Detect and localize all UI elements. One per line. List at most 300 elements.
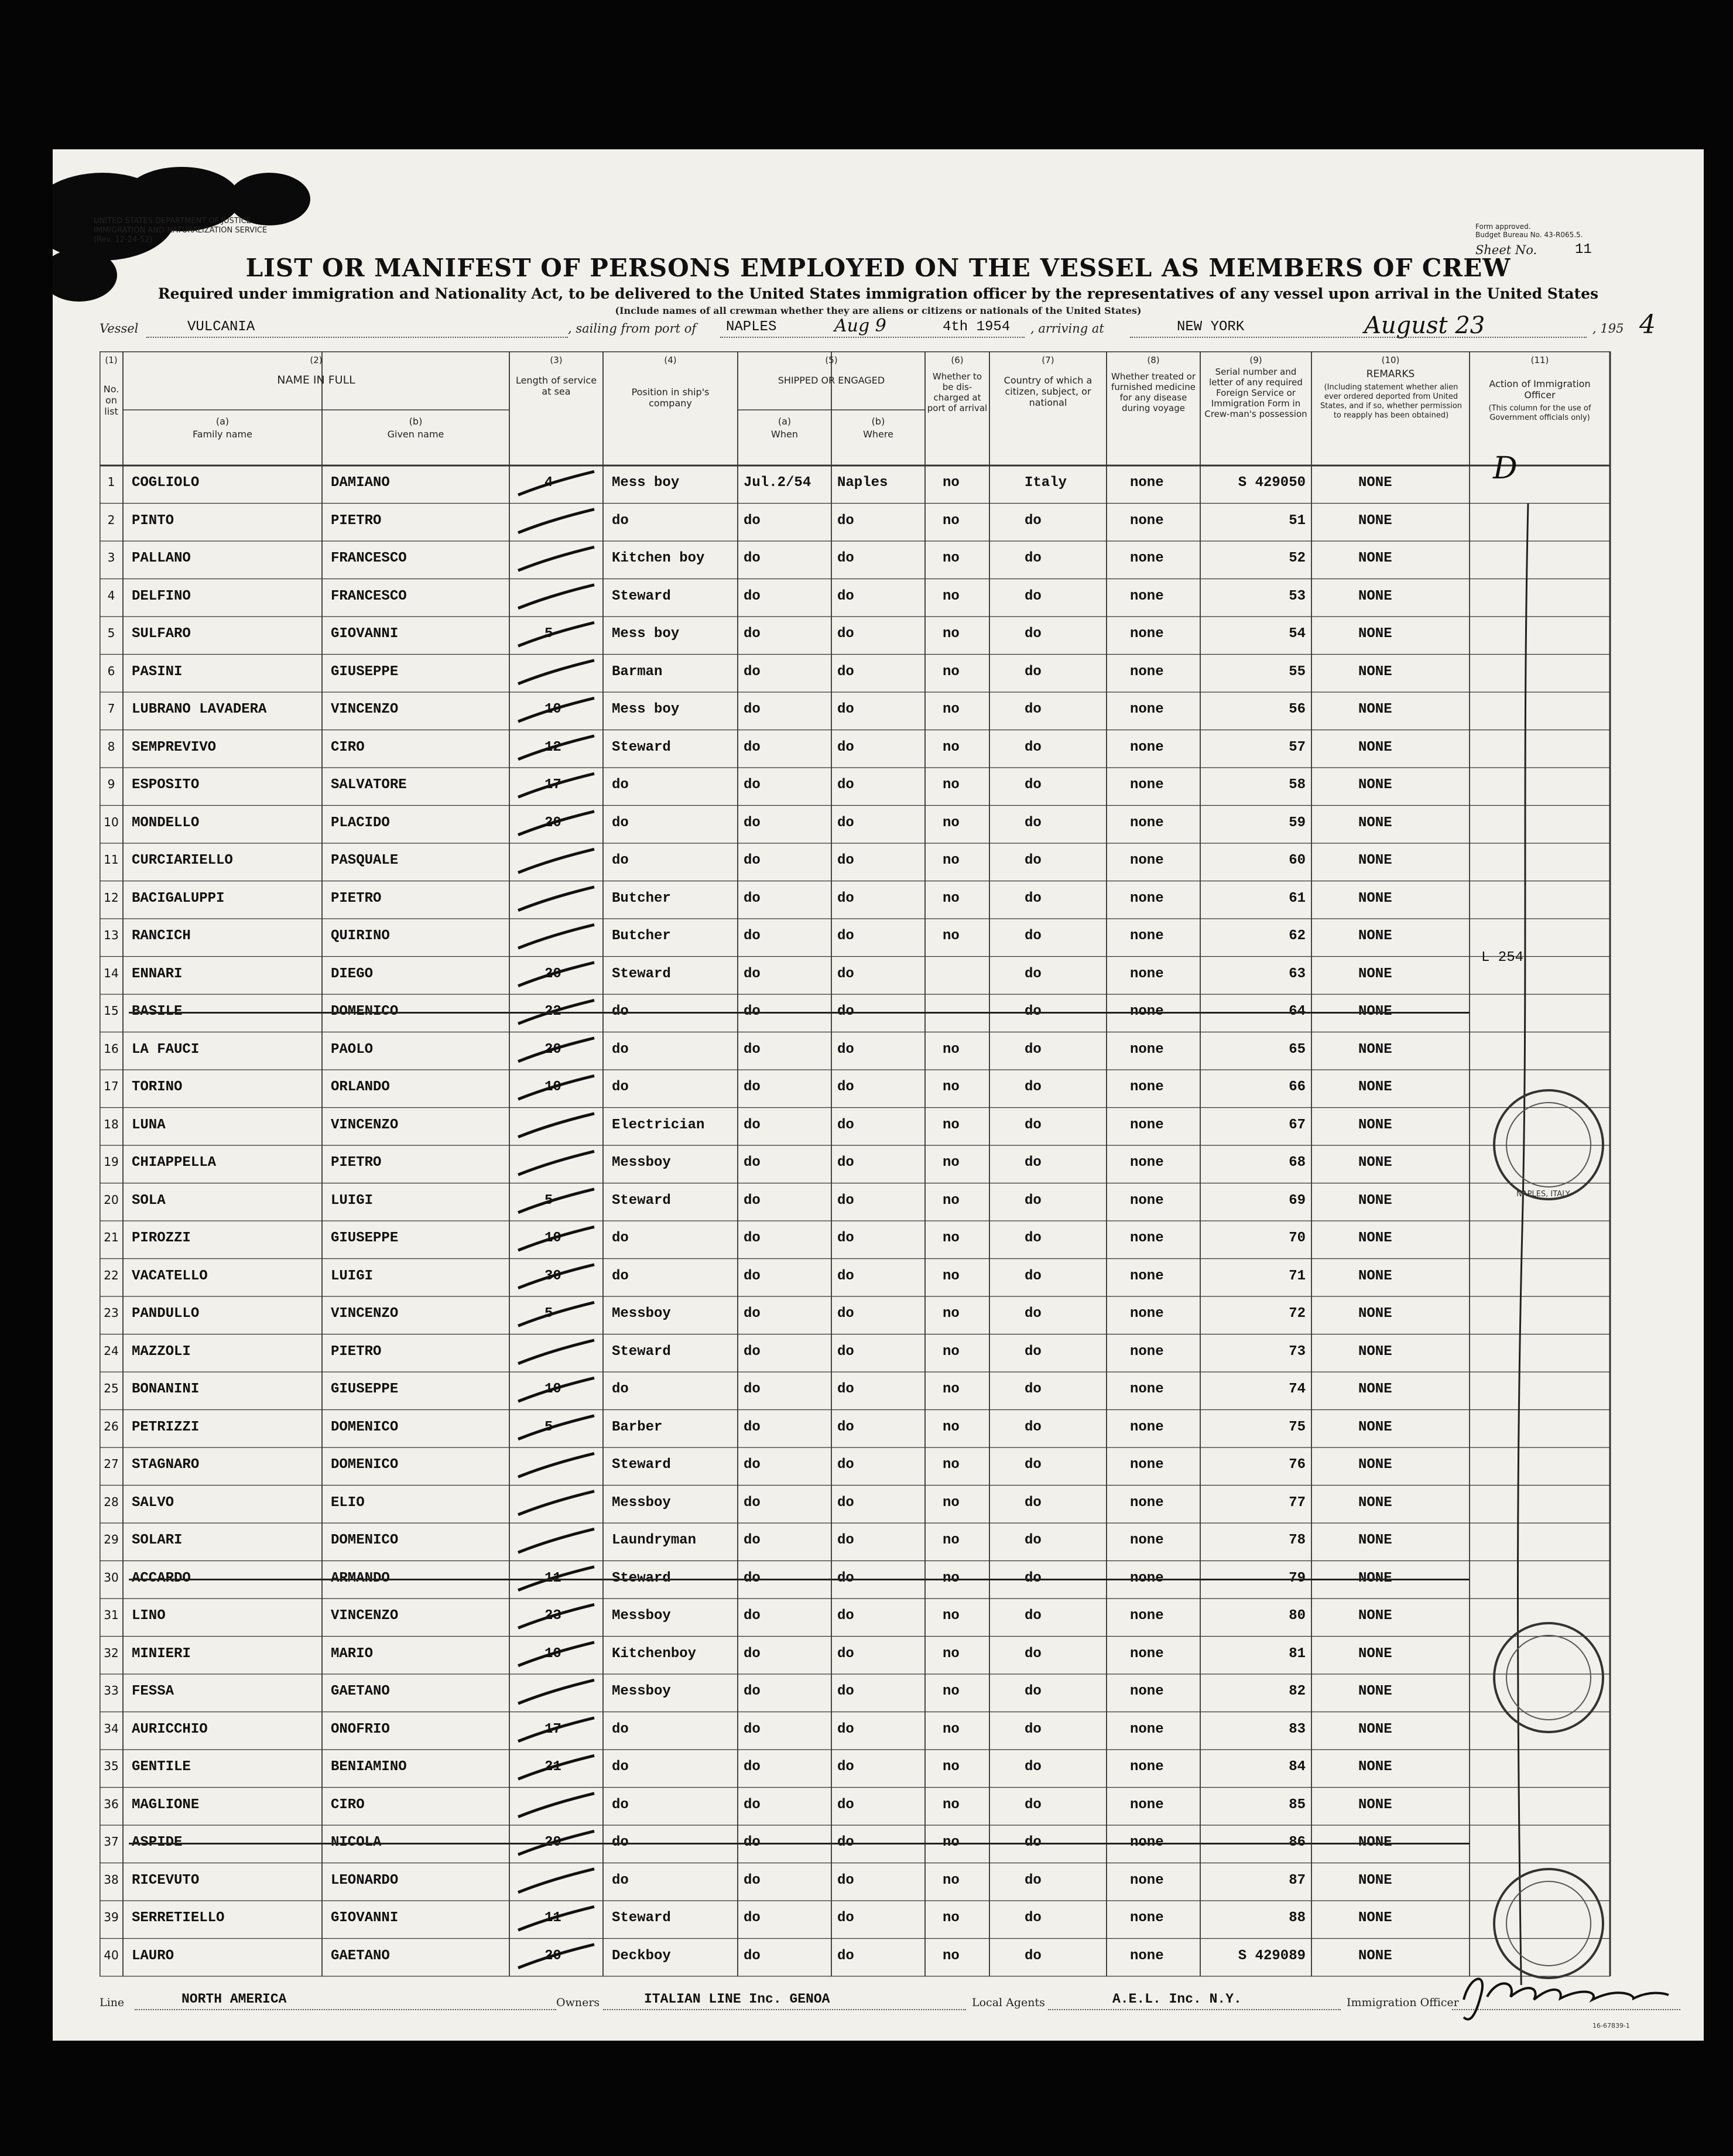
officer-signature	[1446, 1965, 1680, 2029]
discharged: no	[943, 1268, 960, 1284]
row-number: 24	[104, 1343, 119, 1358]
family-name: MAZZOLI	[132, 1343, 191, 1360]
shipped-when: do	[744, 701, 761, 717]
row-number: 25	[104, 1381, 119, 1395]
treated: none	[1130, 1570, 1164, 1586]
country: do	[1025, 1570, 1042, 1586]
family-name: RICEVUTO	[132, 1872, 200, 1888]
treated: none	[1130, 1419, 1164, 1435]
position: do	[612, 1079, 629, 1095]
discharged: no	[943, 739, 960, 755]
shipped-when: Jul.2/54	[744, 475, 811, 491]
row-number: 13	[104, 928, 119, 942]
officer-label: Immigration Officer	[1347, 1996, 1459, 2009]
position: do	[612, 815, 629, 831]
treated: none	[1130, 1796, 1164, 1813]
position: do	[612, 777, 629, 793]
family-name: MAGLIONE	[132, 1796, 200, 1813]
treated: none	[1130, 1494, 1164, 1511]
remarks: NONE	[1358, 588, 1392, 604]
row-number: 38	[104, 1872, 119, 1887]
given-name: ORLANDO	[331, 1079, 390, 1095]
given-name: GIOVANNI	[331, 626, 399, 642]
shipped-when: do	[744, 1343, 761, 1360]
remarks: NONE	[1358, 1041, 1392, 1058]
shipped-when: do	[744, 1721, 761, 1737]
row-number: 19	[104, 1155, 119, 1169]
consular-stamp	[1493, 1622, 1604, 1733]
discharged: no	[943, 853, 960, 868]
shipped-when: do	[744, 1419, 761, 1435]
row-number: 28	[104, 1494, 119, 1509]
treated: none	[1130, 512, 1164, 529]
col9-header: Serial number and letter of any required Foreign Service or Immigration Form in Crew-man's possession	[1204, 367, 1307, 419]
shipped-where: do	[837, 1796, 854, 1813]
shipped-when: do	[744, 1004, 761, 1019]
col2a-num: (a)	[215, 416, 230, 427]
treated: none	[1130, 777, 1164, 793]
row-number: 18	[104, 1117, 119, 1131]
serial-number: 74	[1289, 1381, 1306, 1397]
given-name: VINCENZO	[331, 701, 399, 717]
service-years: 5	[544, 626, 553, 642]
position: Mess boy	[612, 701, 680, 717]
family-name: LA FAUCI	[132, 1041, 200, 1058]
treated: none	[1130, 1192, 1164, 1209]
given-name: NICOLA	[331, 1835, 382, 1850]
position: do	[612, 1381, 629, 1397]
family-name: DELFINO	[132, 588, 191, 604]
serial-number: 69	[1289, 1192, 1306, 1209]
manifest-sheet	[53, 149, 1704, 2041]
strike-through-line	[129, 1579, 1470, 1580]
remarks: NONE	[1358, 739, 1392, 755]
family-name: ACCARDO	[132, 1570, 191, 1586]
shipped-where: do	[837, 1759, 854, 1775]
given-name: QUIRINO	[331, 928, 390, 944]
country: do	[1025, 777, 1042, 793]
family-name: ENNARI	[132, 966, 183, 982]
family-name: FESSA	[132, 1683, 174, 1699]
treated: none	[1130, 1117, 1164, 1133]
given-name: ARMANDO	[331, 1570, 390, 1586]
treated: none	[1130, 626, 1164, 642]
col5b-num: (b)	[871, 416, 885, 427]
country: do	[1025, 853, 1042, 868]
given-name: GIUSEPPE	[331, 1230, 399, 1246]
position: do	[612, 512, 629, 529]
remarks: NONE	[1358, 1457, 1392, 1473]
serial-number: S 429089	[1238, 1948, 1306, 1964]
col4-header: Position in ship's company	[631, 386, 710, 409]
serial-number: S 429050	[1238, 475, 1306, 491]
treated: none	[1130, 1608, 1164, 1624]
country: do	[1025, 512, 1042, 529]
serial-number: 84	[1289, 1759, 1306, 1775]
position: do	[612, 1721, 629, 1737]
remarks: NONE	[1358, 890, 1392, 906]
row-number: 40	[104, 1948, 119, 1962]
treated: none	[1130, 663, 1164, 680]
serial-number: 71	[1289, 1268, 1306, 1284]
family-name: SALVO	[132, 1494, 174, 1511]
page-title: LIST OR MANIFEST OF PERSONS EMPLOYED ON THE VESSEL AS MEMBERS OF CREW	[245, 254, 1511, 282]
treated: none	[1130, 588, 1164, 604]
discharged: no	[943, 1230, 960, 1246]
row-number: 26	[104, 1419, 119, 1433]
position: Kitchenboy	[612, 1645, 697, 1662]
discharged: no	[943, 626, 960, 642]
shipped-when: do	[744, 966, 761, 982]
agents-label: Local Agents	[972, 1996, 1045, 2009]
remarks: NONE	[1358, 1230, 1392, 1246]
shipped-where: do	[837, 1041, 854, 1058]
discharged: no	[943, 777, 960, 793]
row-number: 27	[104, 1457, 119, 1471]
position: Steward	[612, 1457, 671, 1473]
shipped-where: do	[837, 1948, 854, 1964]
country: do	[1025, 626, 1042, 642]
country: do	[1025, 1759, 1042, 1775]
serial-number: 55	[1289, 663, 1306, 680]
discharged: no	[943, 1645, 960, 1662]
row-number: 8	[107, 739, 115, 754]
remarks: NONE	[1358, 1343, 1392, 1360]
shipped-where: do	[837, 1268, 854, 1284]
serial-number: 51	[1289, 512, 1306, 529]
row-number: 12	[104, 890, 119, 905]
shipped-where: do	[837, 1343, 854, 1360]
country: do	[1025, 588, 1042, 604]
shipped-when: do	[744, 1910, 761, 1926]
shipped-where: do	[837, 777, 854, 793]
given-name: DOMENICO	[331, 1532, 399, 1548]
remarks: NONE	[1358, 928, 1392, 944]
country: do	[1025, 1608, 1042, 1624]
country: do	[1025, 739, 1042, 755]
remarks: NONE	[1358, 1948, 1392, 1964]
col11-header: Action of Immigration Officer	[1489, 378, 1591, 401]
given-name: GIUSEPPE	[331, 663, 399, 680]
country: do	[1025, 1117, 1042, 1133]
remarks: NONE	[1358, 1381, 1392, 1397]
family-name: PETRIZZI	[132, 1419, 200, 1435]
family-name: ASPIDE	[132, 1835, 183, 1850]
country: do	[1025, 890, 1042, 906]
given-name: DAMIANO	[331, 475, 390, 491]
family-name: TORINO	[132, 1079, 183, 1095]
serial-number: 60	[1289, 853, 1306, 868]
treated: none	[1130, 1683, 1164, 1699]
serial-number: 65	[1289, 1041, 1306, 1058]
col10-subheader: (Including statement whether alien ever ordered deported from United States, and if so, whether permission to reapply has been obtained)	[1320, 383, 1463, 420]
sailing-label: , sailing from port of	[568, 321, 697, 336]
service-years: 10	[544, 1230, 561, 1246]
country: Italy	[1025, 475, 1067, 491]
row-number: 7	[107, 701, 115, 716]
remarks: NONE	[1358, 663, 1392, 680]
family-name: BASILE	[132, 1004, 183, 1019]
serial-number: 59	[1289, 815, 1306, 831]
shipped-when: do	[744, 550, 761, 566]
shipped-where: do	[837, 1457, 854, 1473]
family-name: SULFARO	[132, 626, 191, 642]
col11-num: (11)	[1530, 355, 1549, 365]
col2b-header: Given name	[387, 429, 444, 440]
shipped-when: do	[744, 1494, 761, 1511]
family-name: PASINI	[132, 663, 183, 680]
given-name: DOMENICO	[331, 1457, 399, 1473]
shipped-where: do	[837, 966, 854, 982]
position: Deckboy	[612, 1948, 671, 1964]
shipped-when: do	[744, 815, 761, 831]
position: Messboy	[612, 1683, 671, 1699]
col2-header: NAME IN FULL	[277, 374, 355, 386]
form-identifier: UNITED STATES DEPARTMENT OF JUSTICE IMMIGRATION AND NATURALIZATION SERVICE (Rev. 12-24-52)	[94, 217, 268, 244]
officer-note: L 254	[1481, 950, 1524, 966]
given-name: LUIGI	[331, 1268, 374, 1284]
service-years: 20	[544, 966, 561, 982]
arriving-label: , arriving at	[1030, 321, 1104, 336]
shipped-when: do	[744, 1608, 761, 1624]
treated: none	[1130, 475, 1164, 491]
shipped-where: do	[837, 588, 854, 604]
country: do	[1025, 1494, 1042, 1511]
position: Steward	[612, 1570, 671, 1586]
country: do	[1025, 1645, 1042, 1662]
remarks: NONE	[1358, 1494, 1392, 1511]
discharged: no	[943, 1796, 960, 1813]
family-name: SERRETIELLO	[132, 1910, 225, 1926]
treated: none	[1130, 1910, 1164, 1926]
crew-note: (Include names of all crewman whether they are aliens or citizens or nationals of the United States)	[615, 305, 1142, 316]
given-name: DIEGO	[331, 966, 374, 982]
position: Electrician	[612, 1117, 705, 1133]
country: do	[1025, 1872, 1042, 1888]
service-years: 12	[544, 739, 561, 755]
arrival-port: NEW YORK	[1177, 319, 1245, 335]
family-name: LAURO	[132, 1948, 174, 1964]
discharged: no	[943, 1872, 960, 1888]
remarks: NONE	[1358, 512, 1392, 529]
strike-through-line	[129, 1012, 1470, 1014]
given-name: LUIGI	[331, 1192, 374, 1209]
family-name: SEMPREVIVO	[132, 739, 217, 755]
row-number: 16	[104, 1041, 119, 1056]
service-years: 10	[544, 701, 561, 717]
position: do	[612, 1230, 629, 1246]
given-name: GIUSEPPE	[331, 1381, 399, 1397]
serial-number: 64	[1289, 1004, 1306, 1019]
remarks: NONE	[1358, 1910, 1392, 1926]
row-number: 39	[104, 1910, 119, 1924]
family-name: LUNA	[132, 1117, 166, 1133]
remarks: NONE	[1358, 1645, 1392, 1662]
discharged: no	[943, 1079, 960, 1095]
service-years: 11	[544, 1570, 561, 1586]
remarks: NONE	[1358, 475, 1392, 491]
treated: none	[1130, 853, 1164, 868]
service-years: 4	[544, 475, 553, 491]
given-name: GAETANO	[331, 1948, 390, 1964]
country: do	[1025, 1835, 1042, 1850]
given-name: PIETRO	[331, 1343, 382, 1360]
serial-number: 88	[1289, 1910, 1306, 1926]
discharged: no	[943, 550, 960, 566]
shipped-when: do	[744, 739, 761, 755]
serial-number: 82	[1289, 1683, 1306, 1699]
discharged: no	[943, 1117, 960, 1133]
country: do	[1025, 1041, 1042, 1058]
shipped-when: do	[744, 1532, 761, 1548]
shipped-when: do	[744, 1117, 761, 1133]
serial-number: 61	[1289, 890, 1306, 906]
service-years: 20	[544, 1948, 561, 1964]
col2-num: (2)	[310, 355, 323, 365]
position: Steward	[612, 739, 671, 755]
discharged: no	[943, 1721, 960, 1737]
position: Messboy	[612, 1155, 671, 1171]
country: do	[1025, 1268, 1042, 1284]
shipped-when: do	[744, 1155, 761, 1171]
col7-num: (7)	[1042, 355, 1054, 365]
shipped-when: do	[744, 1306, 761, 1322]
family-name: GENTILE	[132, 1759, 191, 1775]
serial-number: 79	[1289, 1570, 1306, 1586]
shipped-when: do	[744, 1796, 761, 1813]
country: do	[1025, 928, 1042, 944]
country: do	[1025, 815, 1042, 831]
shipped-when: do	[744, 1683, 761, 1699]
serial-number: 80	[1289, 1608, 1306, 1624]
crew-table	[100, 351, 1680, 1985]
arrival-date-handwritten: August 23	[1364, 312, 1485, 339]
col5-num: (5)	[825, 355, 838, 365]
treated: none	[1130, 1041, 1164, 1058]
given-name: PAOLO	[331, 1041, 374, 1058]
service-years: 21	[544, 1759, 561, 1775]
serial-number: 78	[1289, 1532, 1306, 1548]
shipped-when: do	[744, 1948, 761, 1964]
vessel-label: Vessel	[100, 321, 139, 336]
position: Steward	[612, 966, 671, 982]
serial-number: 67	[1289, 1117, 1306, 1133]
shipped-where: do	[837, 739, 854, 755]
shipped-when: do	[744, 1457, 761, 1473]
col5-header: SHIPPED OR ENGAGED	[778, 375, 885, 386]
treated: none	[1130, 1645, 1164, 1662]
discharged: no	[943, 512, 960, 529]
given-name: CIRO	[331, 739, 365, 755]
discharged: no	[943, 701, 960, 717]
row-number: 3	[107, 550, 115, 564]
position: Kitchen boy	[612, 550, 705, 566]
strike-through-line	[129, 1843, 1470, 1844]
owners-name: ITALIAN LINE Inc. GENOA	[644, 1991, 830, 2007]
position: Steward	[612, 1343, 671, 1360]
family-name: MINIERI	[132, 1645, 191, 1662]
position: Steward	[612, 1910, 671, 1926]
row-number: 6	[107, 663, 115, 678]
shipped-where: do	[837, 512, 854, 529]
country: do	[1025, 663, 1042, 680]
col1-num: (1)	[105, 355, 118, 365]
row-number: 17	[104, 1079, 119, 1093]
serial-number: 86	[1289, 1835, 1306, 1850]
shipped-where: do	[837, 1230, 854, 1246]
remarks: NONE	[1358, 1683, 1392, 1699]
discharged: no	[943, 1948, 960, 1964]
shipped-where: do	[837, 1570, 854, 1586]
family-name: CURCIARIELLO	[132, 853, 233, 868]
shipped-when: do	[744, 1041, 761, 1058]
serial-number: 85	[1289, 1796, 1306, 1813]
shipped-when: do	[744, 1230, 761, 1246]
row-number: 30	[104, 1570, 119, 1585]
service-years: 23	[544, 1608, 561, 1624]
service-years: 20	[544, 1835, 561, 1850]
discharged: no	[943, 588, 960, 604]
country: do	[1025, 1948, 1042, 1964]
remarks: NONE	[1358, 550, 1392, 566]
col5b-header: Where	[863, 429, 893, 440]
shipped-where: do	[837, 1306, 854, 1322]
sailing-date: 4th 1954	[943, 319, 1011, 335]
col10-num: (10)	[1381, 355, 1400, 365]
service-years: 10	[544, 1381, 561, 1397]
remarks: NONE	[1358, 1117, 1392, 1133]
country: do	[1025, 1419, 1042, 1435]
position: Mess boy	[612, 626, 680, 642]
country: do	[1025, 1343, 1042, 1360]
given-name: MARIO	[331, 1645, 374, 1662]
shipped-where: do	[837, 1155, 854, 1171]
row-number: 32	[104, 1645, 119, 1660]
shipped-where: do	[837, 815, 854, 831]
remarks: NONE	[1358, 1079, 1392, 1095]
country: do	[1025, 701, 1042, 717]
treated: none	[1130, 1268, 1164, 1284]
service-years: 5	[544, 1419, 553, 1435]
remarks: NONE	[1358, 1608, 1392, 1624]
serial-number: 73	[1289, 1343, 1306, 1360]
treated: none	[1130, 1343, 1164, 1360]
row-number: 23	[104, 1306, 119, 1320]
service-years: 17	[544, 1721, 561, 1737]
treated: none	[1130, 1948, 1164, 1964]
remarks: NONE	[1358, 1419, 1392, 1435]
given-name: DOMENICO	[331, 1419, 399, 1435]
country: do	[1025, 1004, 1042, 1019]
country: do	[1025, 1192, 1042, 1209]
discharged: no	[943, 1457, 960, 1473]
given-name: LEONARDO	[331, 1872, 399, 1888]
remarks: NONE	[1358, 853, 1392, 868]
sailing-date-handwritten: Aug 9	[834, 316, 886, 336]
remarks: NONE	[1358, 1532, 1392, 1548]
service-years: 30	[544, 1268, 561, 1284]
remarks: NONE	[1358, 966, 1392, 982]
given-name: PIETRO	[331, 890, 382, 906]
discharged: no	[943, 1155, 960, 1171]
family-name: PALLANO	[132, 550, 191, 566]
row-number: 1	[107, 475, 115, 489]
treated: none	[1130, 1532, 1164, 1548]
position: Mess boy	[612, 475, 680, 491]
shipped-when: do	[744, 890, 761, 906]
service-years: 5	[544, 1192, 553, 1209]
shipped-where: do	[837, 701, 854, 717]
